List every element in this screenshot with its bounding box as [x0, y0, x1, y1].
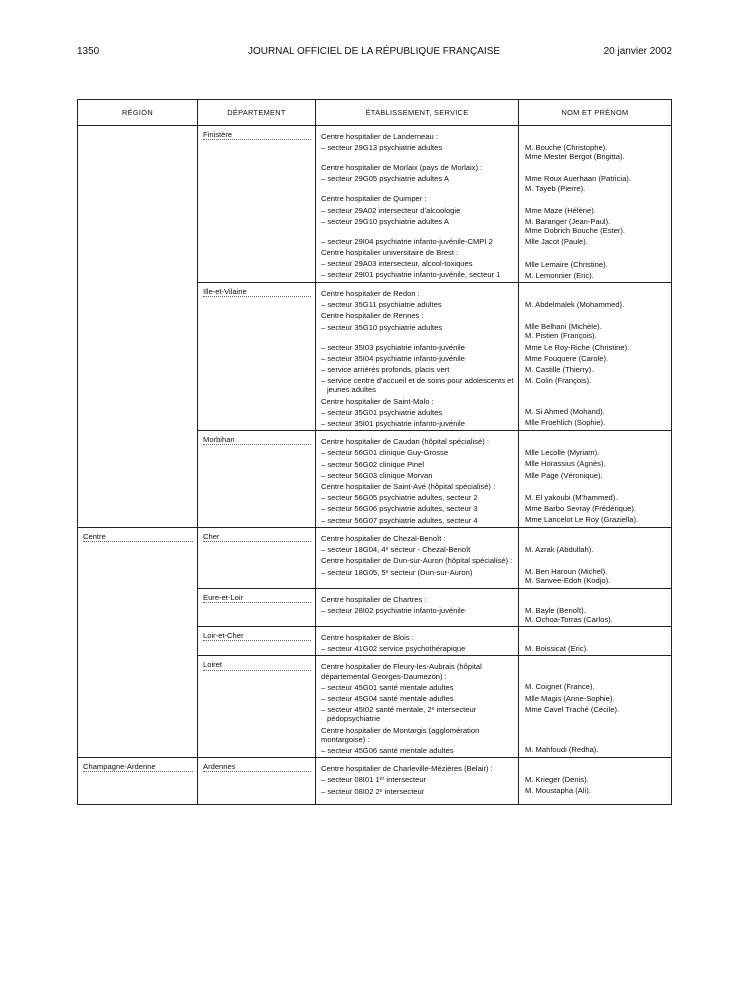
establishment-title: Centre hospitalier de Chartres : [321, 594, 427, 604]
region-cell [78, 758, 198, 798]
region-cell [78, 588, 198, 626]
name-block [525, 343, 667, 352]
person-name: M. Bayle (Benoît). [525, 605, 586, 615]
table-row [78, 758, 672, 798]
person-name: M. Mahfoudi (Redha). [525, 744, 599, 754]
name-block [525, 493, 667, 502]
service-line: – secteur 08I01 1ᵉʳ intersecteur [321, 775, 427, 785]
name-block [525, 606, 667, 624]
establishment-title: Centre hospitalier de Dun-sur-Auron (hôpital spécialisé) : [321, 556, 513, 566]
name-block [525, 132, 667, 141]
service-line: – secteur 35I04 psychiatrie infanto-juvénile [321, 353, 465, 363]
end-cell [519, 798, 672, 805]
name-block [525, 322, 667, 340]
nom-cell [519, 283, 672, 431]
person-name: M. Krieger (Denis). [525, 775, 589, 785]
establishment-title: Centre hospitalier de Rennes : [321, 311, 424, 321]
service-line: – secteur 28I02 psychiatrie infanto-juvénile [321, 605, 465, 615]
name-block [525, 786, 667, 795]
person-name: Mme Mester Bergot (Brigitta). [525, 152, 625, 162]
region-label: Champagne-Ardenne [83, 762, 156, 772]
person-name: M. Tayeb (Pierre). [525, 183, 586, 193]
person-name: M. Baranger (Jean-Paul). [525, 217, 611, 227]
table-row [78, 588, 672, 626]
region-cell [78, 283, 198, 431]
service-line: – secteur 29G10 psychiatrie adultes A [321, 216, 449, 226]
name-block [525, 376, 667, 394]
person-name: Mme Roux Auerhaan (Patricia). [525, 174, 631, 184]
person-name: Mlle Page (Véronique). [525, 470, 603, 480]
service-line: – secteur 45G06 santé mentale adultes [321, 745, 454, 755]
departement-label: Loiret [203, 660, 222, 670]
region-cell [78, 626, 198, 655]
person-name: M. Ben Haroun (Michel). [525, 567, 608, 577]
etablissement-cell [316, 588, 519, 626]
table-row [78, 626, 672, 655]
name-block [525, 764, 667, 773]
person-name: Mme Barbo Sevray (Frédérique). [525, 504, 636, 514]
name-block [525, 662, 667, 680]
service-line: – service arriérés profonds, placis vert [321, 365, 450, 375]
service-line: – secteur 35I03 psychiatrie infanto-juvénile [321, 342, 465, 352]
service-line: – secteur 35G01 psychiatrie adultes [321, 407, 443, 417]
person-name: M. Azrak (Abdullah). [525, 544, 594, 554]
name-block [525, 311, 667, 320]
name-block [525, 556, 667, 565]
departement-cell [198, 656, 316, 758]
service-line: – secteur 45G01 santé mentale adultes [321, 682, 454, 692]
service-line: – secteur 29I01 psychiatrie infanto-juvénile, secteur 1 [321, 270, 501, 280]
nom-cell [519, 758, 672, 798]
person-name: Mlle Magis (Anne-Sophie). [525, 693, 615, 703]
name-block [525, 545, 667, 554]
name-block [525, 644, 667, 653]
table-row [78, 656, 672, 758]
region-cell [78, 431, 198, 528]
name-block [525, 418, 667, 427]
service-line: – secteur 29A03 intersecteur, alcool-toxiques [321, 259, 473, 269]
establishment-title: Centre hospitalier de Caudan (hôpital spécialisé) : [321, 437, 490, 447]
table-header-row [78, 100, 672, 126]
table-body [78, 126, 672, 805]
nom-cell [519, 588, 672, 626]
appointments-table [77, 99, 672, 805]
establishment-title: Centre hospitalier de Saint-Avé (hôpital spécialisé) : [321, 482, 496, 492]
page-date: 20 janvier 2002 [603, 46, 672, 57]
departement-cell [198, 527, 316, 588]
service-line: – secteur 18G04, 4ᵉ secteur - Chezal-Benoît [321, 545, 471, 555]
departement-cell [198, 126, 316, 283]
end-cell [316, 798, 519, 805]
nom-cell [519, 626, 672, 655]
departement-cell [198, 758, 316, 798]
name-block [525, 271, 667, 280]
name-block [525, 237, 667, 246]
name-block [525, 705, 667, 723]
person-name: M. El yakoubi (M’hammed). [525, 492, 618, 502]
name-block [525, 595, 667, 604]
name-block [525, 396, 667, 405]
service-line: – secteur 56G02 clinique Pinel [321, 459, 425, 469]
person-name: M. Sanvee-Edoh (Kodjo). [525, 576, 611, 586]
person-name: Mlle Froehlich (Sophie). [525, 418, 606, 428]
establishment-title: Centre hospitalier de Landerneau : [321, 132, 438, 141]
person-name: M. Bouche (Christophe). [525, 143, 608, 152]
departement-cell [198, 588, 316, 626]
region-cell [78, 656, 198, 758]
service-line: – service centre d’accueil et de soins pour adolescents et jeunes adultes [321, 376, 514, 395]
column-header-etablissement: ÉTABLISSEMENT, SERVICE [316, 100, 519, 126]
name-block [525, 448, 667, 457]
name-block [525, 249, 667, 258]
region-label: Centre [83, 531, 106, 541]
region-cell [78, 126, 198, 283]
person-name: Mlle Lecolle (Myriam). [525, 448, 600, 458]
service-line: – secteur 45G04 santé mentale adultes [321, 693, 454, 703]
name-block [525, 682, 667, 691]
name-block [525, 567, 667, 585]
departement-label: Morbihan [203, 435, 235, 445]
end-cell [78, 798, 198, 805]
name-block [525, 354, 667, 363]
etablissement-cell [316, 283, 519, 431]
column-header-region: RÉGION [78, 100, 198, 126]
column-header-nom: NOM ET PRÉNOM [519, 100, 672, 126]
nom-cell [519, 126, 672, 283]
departement-label: Ardennes [203, 762, 236, 772]
person-name: Mme Le Roy-Riche (Christine). [525, 342, 630, 352]
etablissement-cell [316, 126, 519, 283]
name-block [525, 437, 667, 446]
establishment-title: Centre hospitalier de Chezal-Benoît : [321, 533, 446, 543]
name-block [525, 459, 667, 468]
name-block [525, 260, 667, 269]
name-block [525, 482, 667, 491]
service-line: – secteur 08I02 2ᵉ intersecteur [321, 786, 425, 796]
service-line: – secteur 29A02 intersecteur d’alcoologie [321, 205, 461, 215]
name-block [525, 515, 667, 524]
person-name: Mlle Jacot (Paule). [525, 237, 588, 247]
person-name: M. Boissicat (Eric). [525, 643, 589, 653]
departement-label: Eure-et-Loir [203, 592, 244, 602]
etablissement-cell [316, 758, 519, 798]
etablissement-cell [316, 527, 519, 588]
person-name: M. Colin (François). [525, 376, 592, 386]
person-name: Mme Fouquere (Carole). [525, 353, 609, 363]
person-name: M. Pistien (François). [525, 331, 597, 341]
end-cell [198, 798, 316, 805]
person-name: Mlle Horassius (Agnès). [525, 459, 606, 469]
name-block [525, 775, 667, 784]
name-block [525, 206, 667, 215]
establishment-title: Centre hospitalier de Redon : [321, 289, 420, 299]
name-block [525, 407, 667, 416]
name-block [525, 217, 667, 235]
establishment-title: Centre hospitalier de Fleury-les-Aubrais (hôpital départemental Georges-Daumezon) : [321, 662, 482, 681]
service-line: – secteur 29I04 psychiatrie infanto-juvénile-CMPI 2 [321, 236, 493, 246]
service-line: – secteur 35I01 psychiatrie infanto-juvénile [321, 419, 465, 429]
name-block [525, 471, 667, 480]
service-line: – secteur 45I02 santé mentale, 2ᵉ intersecteur pédopsychiatrie [321, 705, 477, 724]
column-header-departement: DÉPARTEMENT [198, 100, 316, 126]
departement-cell [198, 626, 316, 655]
region-cell [78, 527, 198, 588]
establishment-title: Centre hospitalier de Blois : [321, 632, 414, 642]
name-block [525, 725, 667, 743]
establishment-title: Centre hospitalier de Charleville-Mézières (Belair) : [321, 764, 493, 774]
person-name: M. Castille (Thierry). [525, 365, 594, 375]
establishment-title: Centre hospitalier de Morlaix (pays de Morlaix) : [321, 163, 483, 173]
name-block [525, 504, 667, 513]
establishment-title: Centre hospitalier de Montargis (agglomération montargoise) : [321, 725, 480, 744]
name-block [525, 195, 667, 204]
departement-label: Finistère [203, 130, 233, 139]
departement-cell [198, 431, 316, 528]
service-line: – secteur 56G01 clinique Guy-Grosse [321, 448, 449, 458]
person-name: Mme Cavel Traché (Cécile). [525, 704, 620, 714]
person-name: M. Si Ahmed (Mohand). [525, 407, 605, 417]
etablissement-cell [316, 626, 519, 655]
name-block [525, 143, 667, 161]
person-name: M. Moustapha (Ali). [525, 786, 591, 796]
establishment-title: Centre hospitalier de Saint-Malo : [321, 396, 434, 406]
departement-cell [198, 283, 316, 431]
service-line: – secteur 35G11 psychiatrie adultes [321, 300, 442, 310]
nom-cell [519, 656, 672, 758]
service-line: – secteur 29G05 psychiatrie adultes A [321, 174, 449, 184]
name-block [525, 300, 667, 309]
service-line: – secteur 35G10 psychiatrie adultes [321, 322, 443, 332]
service-line: – secteur 56G07 psychiatrie adultes, secteur 4 [321, 515, 478, 525]
table-end-row [78, 798, 672, 805]
table-row [78, 126, 672, 283]
establishment-title: Centre hospitalier universitaire de Brest : [321, 248, 459, 258]
name-block [525, 163, 667, 172]
person-name: Mlle Lemaire (Christine). [525, 259, 608, 269]
person-name: Mlle Belhani (Michèle). [525, 322, 602, 332]
person-name: M. Lemonnier (Eric). [525, 270, 594, 280]
departement-label: Cher [203, 531, 220, 541]
person-name: Mme Lancelot Le Roy (Graziella). [525, 515, 639, 525]
service-line: – secteur 29G13 psychiatrie adultes [321, 143, 443, 153]
name-block [525, 174, 667, 192]
service-line: – secteur 56G05 psychiatrie adultes, secteur 2 [321, 493, 478, 503]
name-block [525, 365, 667, 374]
name-block [525, 633, 667, 642]
nom-cell [519, 527, 672, 588]
person-name: Mme Dobrich Bouche (Ester). [525, 226, 626, 236]
name-block [525, 534, 667, 543]
service-line: – secteur 18G05, 5ᵉ secteur (Dun-sur-Auron) [321, 567, 473, 577]
person-name: M. Abdelmalek (Mohammed). [525, 300, 625, 310]
name-block [525, 745, 667, 754]
table-row [78, 431, 672, 528]
person-name: M. Ochoa-Torras (Carlos). [525, 614, 613, 624]
name-block [525, 694, 667, 703]
etablissement-cell [316, 431, 519, 528]
person-name: Mme Maze (Hélène). [525, 205, 596, 215]
name-block [525, 289, 667, 298]
departement-label: Loir-et-Cher [203, 630, 244, 640]
table-row [78, 283, 672, 431]
page-number: 1350 [77, 46, 100, 57]
journal-title: JOURNAL OFFICIEL DE LA RÉPUBLIQUE FRANÇAISE [247, 46, 501, 57]
nom-cell [519, 431, 672, 528]
service-line: – secteur 41G02 service psychothérapique [321, 644, 466, 654]
departement-label: Ille-et-Vilaine [203, 287, 247, 297]
service-line: – secteur 56G03 clinique Morvan [321, 470, 433, 480]
etablissement-cell [316, 656, 519, 758]
establishment-title: Centre hospitalier de Quimper : [321, 194, 427, 204]
service-line: – secteur 56G06 psychiatrie adultes, secteur 3 [321, 504, 478, 514]
table-row [78, 527, 672, 588]
person-name: M. Coignet (France). [525, 682, 595, 692]
